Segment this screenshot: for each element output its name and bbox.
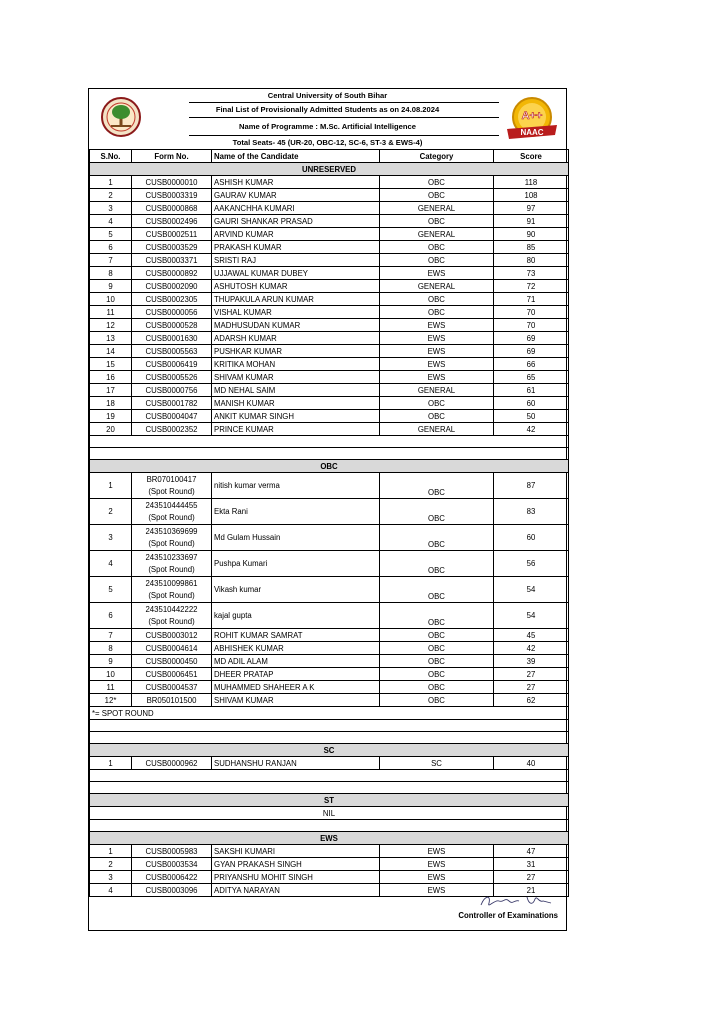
category-cell: GENERAL [380, 280, 494, 293]
category-cell: OBC [380, 473, 494, 499]
form-no-cell: CUSB0003096 [132, 884, 212, 897]
form-no-cell: CUSB0002305 [132, 293, 212, 306]
col-sno: S.No. [90, 150, 132, 163]
score-cell: 60 [494, 397, 569, 410]
controller-of-examinations: Controller of Examinations [458, 911, 558, 920]
category-cell: GENERAL [380, 423, 494, 436]
form-no-cell: CUSB0000056 [132, 306, 212, 319]
score-cell: 21 [494, 884, 569, 897]
table-row [90, 845, 569, 858]
score-cell: 118 [494, 176, 569, 189]
score-cell: 69 [494, 345, 569, 358]
table-row [90, 176, 569, 189]
category-cell: OBC [380, 410, 494, 423]
table-row [90, 410, 569, 423]
sno-cell: 11 [90, 306, 132, 319]
form-no-cell [132, 499, 212, 525]
sno-cell: 8 [90, 642, 132, 655]
sno-cell: 4 [90, 551, 132, 577]
form-no-cell [132, 603, 212, 629]
sno-cell: 6 [90, 241, 132, 254]
score-cell: 54 [494, 577, 569, 603]
naac-grade: A++ [521, 110, 543, 122]
candidate-name-cell: PRAKASH KUMAR [212, 241, 380, 254]
candidate-name-cell: SUDHANSHU RANJAN [212, 757, 380, 770]
sno-cell: 10 [90, 293, 132, 306]
table-row [90, 384, 569, 397]
category-cell: OBC [380, 629, 494, 642]
spot-round-note-row [90, 707, 569, 720]
candidate-name-cell: Vikash kumar [212, 577, 380, 603]
sno-cell: 4 [90, 215, 132, 228]
candidate-name-cell: MANISH KUMAR [212, 397, 380, 410]
sno-cell: 5 [90, 577, 132, 603]
candidate-name-cell: PUSHKAR KUMAR [212, 345, 380, 358]
score-cell: 42 [494, 642, 569, 655]
admission-table [89, 149, 569, 897]
spot-round-label: (Spot Round) [148, 486, 195, 496]
category-cell: OBC [380, 397, 494, 410]
spot-round-note: *= SPOT ROUND [90, 707, 569, 720]
category-cell: OBC [380, 551, 494, 577]
form-no-cell: CUSB0004047 [132, 410, 212, 423]
candidate-name-cell: MD ADIL ALAM [212, 655, 380, 668]
category-cell: OBC [380, 254, 494, 267]
candidate-name-cell: MUHAMMED SHAHEER A K [212, 681, 380, 694]
candidate-name-cell: ADITYA NARAYAN [212, 884, 380, 897]
score-cell: 62 [494, 694, 569, 707]
candidate-name-cell: MADHUSUDAN KUMAR [212, 319, 380, 332]
section-header-ews: EWS [90, 832, 569, 845]
table-row-spot-round [90, 551, 569, 577]
table-row-spot-round [90, 603, 569, 629]
score-cell: 50 [494, 410, 569, 423]
form-no-cell: CUSB0003534 [132, 858, 212, 871]
candidate-name-cell: ASHISH KUMAR [212, 176, 380, 189]
form-no: 243510444455 [145, 500, 198, 510]
form-no-cell: CUSB0003371 [132, 254, 212, 267]
col-form-no: Form No. [132, 150, 212, 163]
sno-cell: 13 [90, 332, 132, 345]
score-cell: 91 [494, 215, 569, 228]
score-cell: 69 [494, 332, 569, 345]
list-title: Final List of Provisionally Admitted Students as on 24.08.2024 [215, 105, 440, 114]
sno-cell: 3 [90, 871, 132, 884]
score-cell: 71 [494, 293, 569, 306]
candidate-name-cell: GYAN PRAKASH SINGH [212, 858, 380, 871]
category-cell: OBC [380, 306, 494, 319]
category-cell: EWS [380, 371, 494, 384]
score-cell: 54 [494, 603, 569, 629]
sno-cell: 2 [90, 858, 132, 871]
section-header-obc: OBC [90, 460, 569, 473]
candidate-name-cell: Ekta Rani [212, 499, 380, 525]
table-row [90, 694, 569, 707]
table-row [90, 655, 569, 668]
table-row-spot-round [90, 577, 569, 603]
form-no-cell [132, 577, 212, 603]
sno-cell: 8 [90, 267, 132, 280]
table-row [90, 293, 569, 306]
category-cell: SC [380, 757, 494, 770]
form-no-cell: CUSB0000962 [132, 757, 212, 770]
form-no-cell: CUSB0000450 [132, 655, 212, 668]
candidate-name-cell: ARVIND KUMAR [212, 228, 380, 241]
table-row [90, 345, 569, 358]
category-cell: OBC [380, 655, 494, 668]
sno-cell: 6 [90, 603, 132, 629]
score-cell: 27 [494, 871, 569, 884]
category-cell: OBC [380, 681, 494, 694]
score-cell: 31 [494, 858, 569, 871]
table-row [90, 228, 569, 241]
spot-round-label: (Spot Round) [148, 538, 195, 548]
sno-cell: 4 [90, 884, 132, 897]
sno-cell: 2 [90, 189, 132, 202]
form-no-cell: CUSB0005563 [132, 345, 212, 358]
sno-cell: 11 [90, 681, 132, 694]
category-cell: GENERAL [380, 202, 494, 215]
spot-round-label: (Spot Round) [148, 616, 195, 626]
score-cell: 27 [494, 668, 569, 681]
candidate-name-cell: ANKIT KUMAR SINGH [212, 410, 380, 423]
sno-cell: 7 [90, 254, 132, 267]
form-no-cell [132, 551, 212, 577]
score-cell: 90 [494, 228, 569, 241]
sno-cell: 1 [90, 845, 132, 858]
category-cell: EWS [380, 858, 494, 871]
candidate-name-cell: PRIYANSHU MOHIT SINGH [212, 871, 380, 884]
section-header-sc: SC [90, 744, 569, 757]
category-cell: EWS [380, 358, 494, 371]
programme-name: Name of Programme : M.Sc. Artificial Intelligence [239, 122, 416, 131]
score-cell: 72 [494, 280, 569, 293]
sno-cell: 10 [90, 668, 132, 681]
candidate-name-cell: THUPAKULA ARUN KUMAR [212, 293, 380, 306]
candidate-name-cell: kajal gupta [212, 603, 380, 629]
table-row [90, 306, 569, 319]
candidate-name-cell: VISHAL KUMAR [212, 306, 380, 319]
table-row-spot-round [90, 499, 569, 525]
sno-cell: 20 [90, 423, 132, 436]
score-cell: 60 [494, 525, 569, 551]
category-cell: EWS [380, 884, 494, 897]
naac-label: NAAC [520, 128, 544, 137]
score-cell: 70 [494, 306, 569, 319]
table-row-spot-round [90, 473, 569, 499]
candidate-name-cell: SHIVAM KUMAR [212, 694, 380, 707]
sno-cell: 9 [90, 655, 132, 668]
form-no-cell: CUSB0003529 [132, 241, 212, 254]
table-row [90, 215, 569, 228]
form-no-cell: CUSB0006451 [132, 668, 212, 681]
category-cell: OBC [380, 525, 494, 551]
total-seats: Total Seats- 45 (UR-20, OBC-12, SC-6, ST-3 & EWS-4) [232, 138, 423, 147]
category-cell: EWS [380, 345, 494, 358]
table-header-row [90, 150, 569, 163]
form-no: 243510369699 [145, 526, 198, 536]
table-row [90, 642, 569, 655]
form-no-cell: CUSB0003012 [132, 629, 212, 642]
candidate-name-cell: SAKSHI KUMARI [212, 845, 380, 858]
score-cell: 85 [494, 241, 569, 254]
category-cell: EWS [380, 267, 494, 280]
score-cell: 83 [494, 499, 569, 525]
form-no: 243510099861 [145, 578, 198, 588]
col-candidate-name: Name of the Candidate [212, 150, 380, 163]
score-cell: 27 [494, 681, 569, 694]
form-no-cell: CUSB0004537 [132, 681, 212, 694]
category-cell: OBC [380, 642, 494, 655]
table-row [90, 189, 569, 202]
form-no-cell: CUSB0002511 [132, 228, 212, 241]
form-no-cell: CUSB0000868 [132, 202, 212, 215]
candidate-name-cell: SHIVAM KUMAR [212, 371, 380, 384]
candidate-name-cell: Pushpa Kumari [212, 551, 380, 577]
signature-icon [477, 891, 557, 911]
table-row [90, 280, 569, 293]
candidate-name-cell: ASHUTOSH KUMAR [212, 280, 380, 293]
candidate-name-cell: ROHIT KUMAR SAMRAT [212, 629, 380, 642]
form-no-cell: CUSB0000528 [132, 319, 212, 332]
candidate-name-cell: GAURAV KUMAR [212, 189, 380, 202]
table-row [90, 202, 569, 215]
form-no-cell: CUSB0006422 [132, 871, 212, 884]
table-row [90, 629, 569, 642]
category-cell: EWS [380, 319, 494, 332]
score-cell: 61 [494, 384, 569, 397]
score-cell: 42 [494, 423, 569, 436]
table-row [90, 423, 569, 436]
candidate-name-cell: GAURI SHANKAR PRASAD [212, 215, 380, 228]
score-cell: 45 [494, 629, 569, 642]
score-cell: 70 [494, 319, 569, 332]
sno-cell: 19 [90, 410, 132, 423]
category-cell: OBC [380, 603, 494, 629]
spot-round-label: (Spot Round) [148, 512, 195, 522]
category-cell: OBC [380, 668, 494, 681]
table-row [90, 332, 569, 345]
score-cell: 108 [494, 189, 569, 202]
score-cell: 47 [494, 845, 569, 858]
form-no-cell: CUSB0000756 [132, 384, 212, 397]
score-cell: 80 [494, 254, 569, 267]
col-score: Score [494, 150, 569, 163]
form-no-cell: CUSB0001630 [132, 332, 212, 345]
score-cell: 56 [494, 551, 569, 577]
candidate-name-cell: UJJAWAL KUMAR DUBEY [212, 267, 380, 280]
table-row [90, 757, 569, 770]
form-no-cell: CUSB0006419 [132, 358, 212, 371]
form-no-cell [132, 525, 212, 551]
category-cell: OBC [380, 293, 494, 306]
sno-cell: 12* [90, 694, 132, 707]
table-row [90, 254, 569, 267]
form-no-cell: CUSB0005526 [132, 371, 212, 384]
category-cell: OBC [380, 176, 494, 189]
category-cell: OBC [380, 499, 494, 525]
category-cell: GENERAL [380, 384, 494, 397]
candidate-name-cell: AAKANCHHA KUMARI [212, 202, 380, 215]
candidate-name-cell: DHEER PRATAP [212, 668, 380, 681]
sno-cell: 1 [90, 757, 132, 770]
category-cell: OBC [380, 577, 494, 603]
university-name: Central University of South Bihar [267, 91, 388, 100]
table-row [90, 681, 569, 694]
form-no-cell: CUSB0005983 [132, 845, 212, 858]
table-row-spot-round [90, 525, 569, 551]
sno-cell: 12 [90, 319, 132, 332]
table-row [90, 241, 569, 254]
score-cell: 40 [494, 757, 569, 770]
category-cell: OBC [380, 189, 494, 202]
score-cell: 73 [494, 267, 569, 280]
form-no-cell: CUSB0001782 [132, 397, 212, 410]
st-nil-row [90, 807, 569, 820]
section-header-st: ST [90, 794, 569, 807]
form-no-cell [132, 473, 212, 499]
table-row [90, 358, 569, 371]
category-cell: GENERAL [380, 228, 494, 241]
candidate-name-cell: nitish kumar verma [212, 473, 380, 499]
admission-list-sheet [88, 88, 567, 931]
sno-cell: 2 [90, 499, 132, 525]
sno-cell: 3 [90, 525, 132, 551]
candidate-name-cell: ADARSH KUMAR [212, 332, 380, 345]
spot-round-label: (Spot Round) [148, 590, 195, 600]
category-cell: EWS [380, 332, 494, 345]
category-cell: OBC [380, 241, 494, 254]
score-cell: 66 [494, 358, 569, 371]
col-category: Category [380, 150, 494, 163]
sno-cell: 15 [90, 358, 132, 371]
sno-cell: 14 [90, 345, 132, 358]
sno-cell: 17 [90, 384, 132, 397]
candidate-name-cell: ABHISHEK KUMAR [212, 642, 380, 655]
sno-cell: 9 [90, 280, 132, 293]
form-no: BR070100417 [146, 474, 197, 484]
candidate-name-cell: MD NEHAL SAIM [212, 384, 380, 397]
table-row [90, 319, 569, 332]
score-cell: 65 [494, 371, 569, 384]
table-row [90, 668, 569, 681]
form-no: 243510233697 [145, 552, 198, 562]
table-row [90, 397, 569, 410]
table-row [90, 371, 569, 384]
form-no-cell: CUSB0003319 [132, 189, 212, 202]
candidate-name-cell: KRITIKA MOHAN [212, 358, 380, 371]
st-nil: NIL [90, 807, 569, 820]
form-no-cell: CUSB0002090 [132, 280, 212, 293]
category-cell: EWS [380, 871, 494, 884]
sno-cell: 3 [90, 202, 132, 215]
sno-cell: 5 [90, 228, 132, 241]
sno-cell: 18 [90, 397, 132, 410]
table-row [90, 267, 569, 280]
category-cell: OBC [380, 215, 494, 228]
candidate-name-cell: Md Gulam Hussain [212, 525, 380, 551]
form-no: 243510442222 [145, 604, 198, 614]
sno-cell: 1 [90, 473, 132, 499]
form-no-cell: CUSB0004614 [132, 642, 212, 655]
score-cell: 97 [494, 202, 569, 215]
candidate-name-cell: PRINCE KUMAR [212, 423, 380, 436]
form-no-cell: BR050101500 [132, 694, 212, 707]
form-no-cell: CUSB0000892 [132, 267, 212, 280]
table-row [90, 858, 569, 871]
category-cell: EWS [380, 845, 494, 858]
category-cell: OBC [380, 694, 494, 707]
sno-cell: 16 [90, 371, 132, 384]
sno-cell: 1 [90, 176, 132, 189]
form-no-cell: CUSB0002496 [132, 215, 212, 228]
form-no-cell: CUSB0000010 [132, 176, 212, 189]
section-header-unreserved: UNRESERVED [90, 163, 569, 176]
sno-cell: 7 [90, 629, 132, 642]
table-row [90, 871, 569, 884]
candidate-name-cell: SRISTI RAJ [212, 254, 380, 267]
score-cell: 39 [494, 655, 569, 668]
score-cell: 87 [494, 473, 569, 499]
spot-round-label: (Spot Round) [148, 564, 195, 574]
form-no-cell: CUSB0002352 [132, 423, 212, 436]
